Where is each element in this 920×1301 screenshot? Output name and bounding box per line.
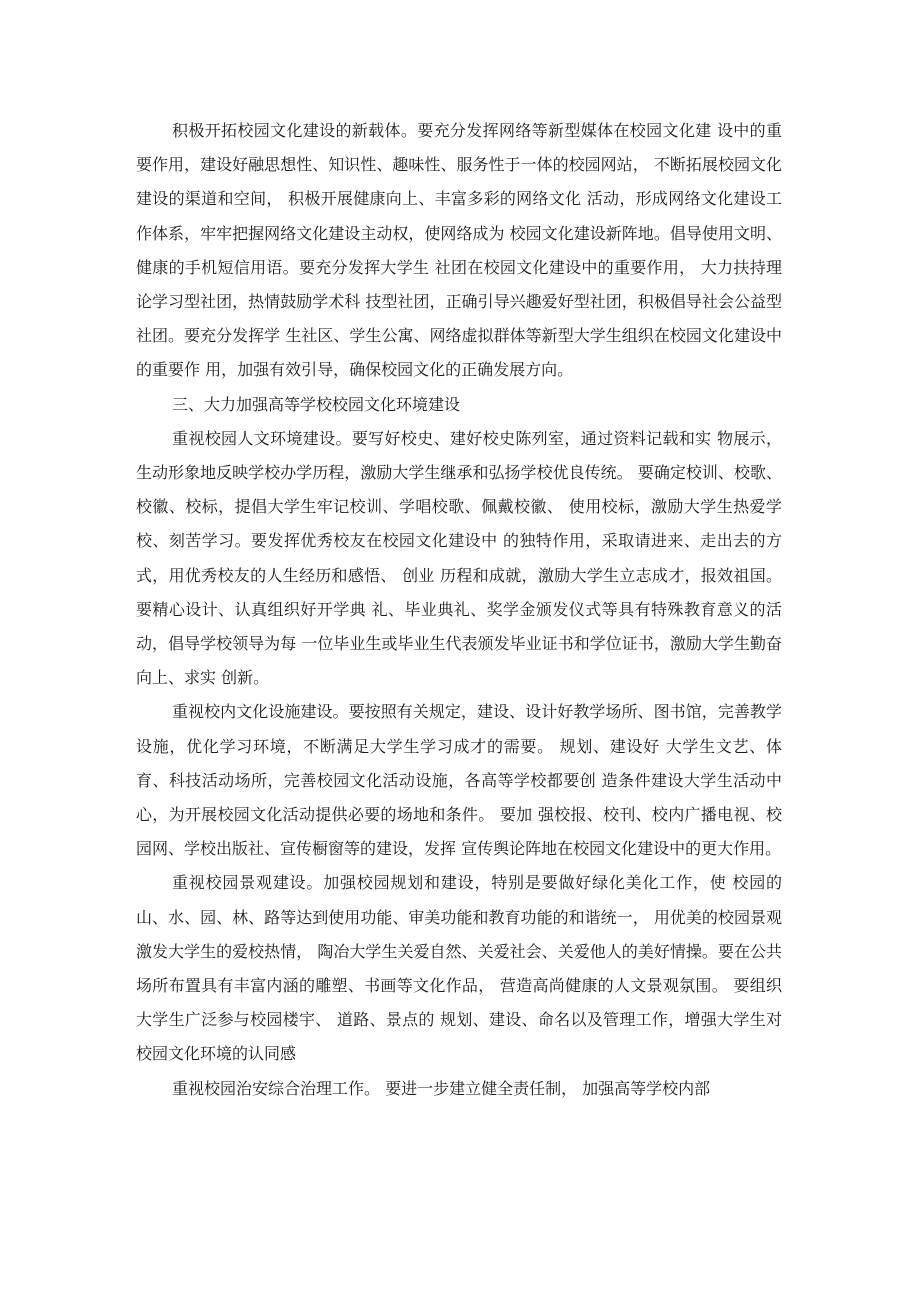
paragraph-new-carrier: 积极开拓校园文化建设的新载体。要充分发挥网络等新型媒体在校园文化建 设中的重要作用，建设好融思想性、知识性、趣味性、服务性于一体的校园网站， 不断拓展校园文化建设的渠道和空间， 积极开展健康向上、丰富多彩的网络文化 活动，形成网络文化建设工作体系，牢牢把握网络文化建设主动权，使网络成为 校园文化建设新阵地。倡导使用文明、健康的手机短信用语。要充分发挥大学生 社团在校园文化建设中的重要作用， 大力扶持理论学习型社团，热情鼓励学术科 技型社团，正确引导兴趣爱好型社团，积极倡导社会公益型社团。要充分发挥学 生社区、学生公寓、网络虚拟群体等新型大学生组织在校园文化建设中的重要作 用，加强有效引导，确保校园文化的正确发展方向。 xyxy=(136,121,782,380)
paragraph-humanistic-environment: 重视校园人文环境建设。要写好校史、建好校史陈列室，通过资料记载和实 物展示，生动形象地反映学校办学历程，激励大学生继承和弘扬学校优良传统。 要确定校训、校歌、校徽、校标，提倡大学生牢记校训、学唱校歌、佩戴校徽、 使用校标，激励大学生热爱学校、刻苦学习。要发挥优秀校友在校园文化建设中 的独特作用，采取请进来、走出去的方式，用优秀校友的人生经历和感悟、 创业 历程和成就，激励大学生立志成才，报效祖国。要精心设计、认真组织好开学典 礼、毕业典礼、奖学金颁发仪式等具有特殊教育意义的活动，倡导学校领导为每 一位毕业生或毕业生代表颁发毕业证书和学位证书，激励大学生勤奋向上、求实 创新。 xyxy=(136,428,782,688)
paragraph-cultural-facilities: 重视校内文化设施建设。要按照有关规定，建设、设计好教学场所、图书馆，完善教学设施，优化学习环境，不断满足大学生学习成才的需要。 规划、建设好 大学生文艺、体育、科技活动场所，完善校园文化活动设施，各高等学校都要创 造条件建设大学生活动中心，为开展校园文化活动提供必要的场地和条件。 要加 强校报、校刊、校内广播电视、校园网、学校出版社、宣传橱窗等的建设，发挥 宣传舆论阵地在校园文化建设中的更大作用。 xyxy=(136,702,782,859)
paragraph-campus-security: 重视校园治安综合治理工作。 要进一步建立健全责任制， 加强高等学校内部 xyxy=(172,1078,711,1098)
paragraph-campus-landscape: 重视校园景观建设。加强校园规划和建设，特别是要做好绿化美化工作，使 校园的山、水、园、林、路等达到使用功能、审美功能和教育功能的和谐统一， 用优美的校园景观激发大学生的爱校热情， 陶冶大学生关爱自然、关爱社会、关爱他人的美好情操。要在公共场所布置具有丰富内涵的雕塑、书画等文化作品， 营造高尚健康的人文景观氛围。 要组织大学生广泛参与校园楼宇、 道路、景点的 规划、建设、命名以及管理工作，增强大学生对校园文化环境的认同感 xyxy=(136,873,782,1064)
section-heading-environment: 三、大力加强高等学校校园文化环境建设 xyxy=(172,394,461,414)
document-body xyxy=(136,114,782,1106)
